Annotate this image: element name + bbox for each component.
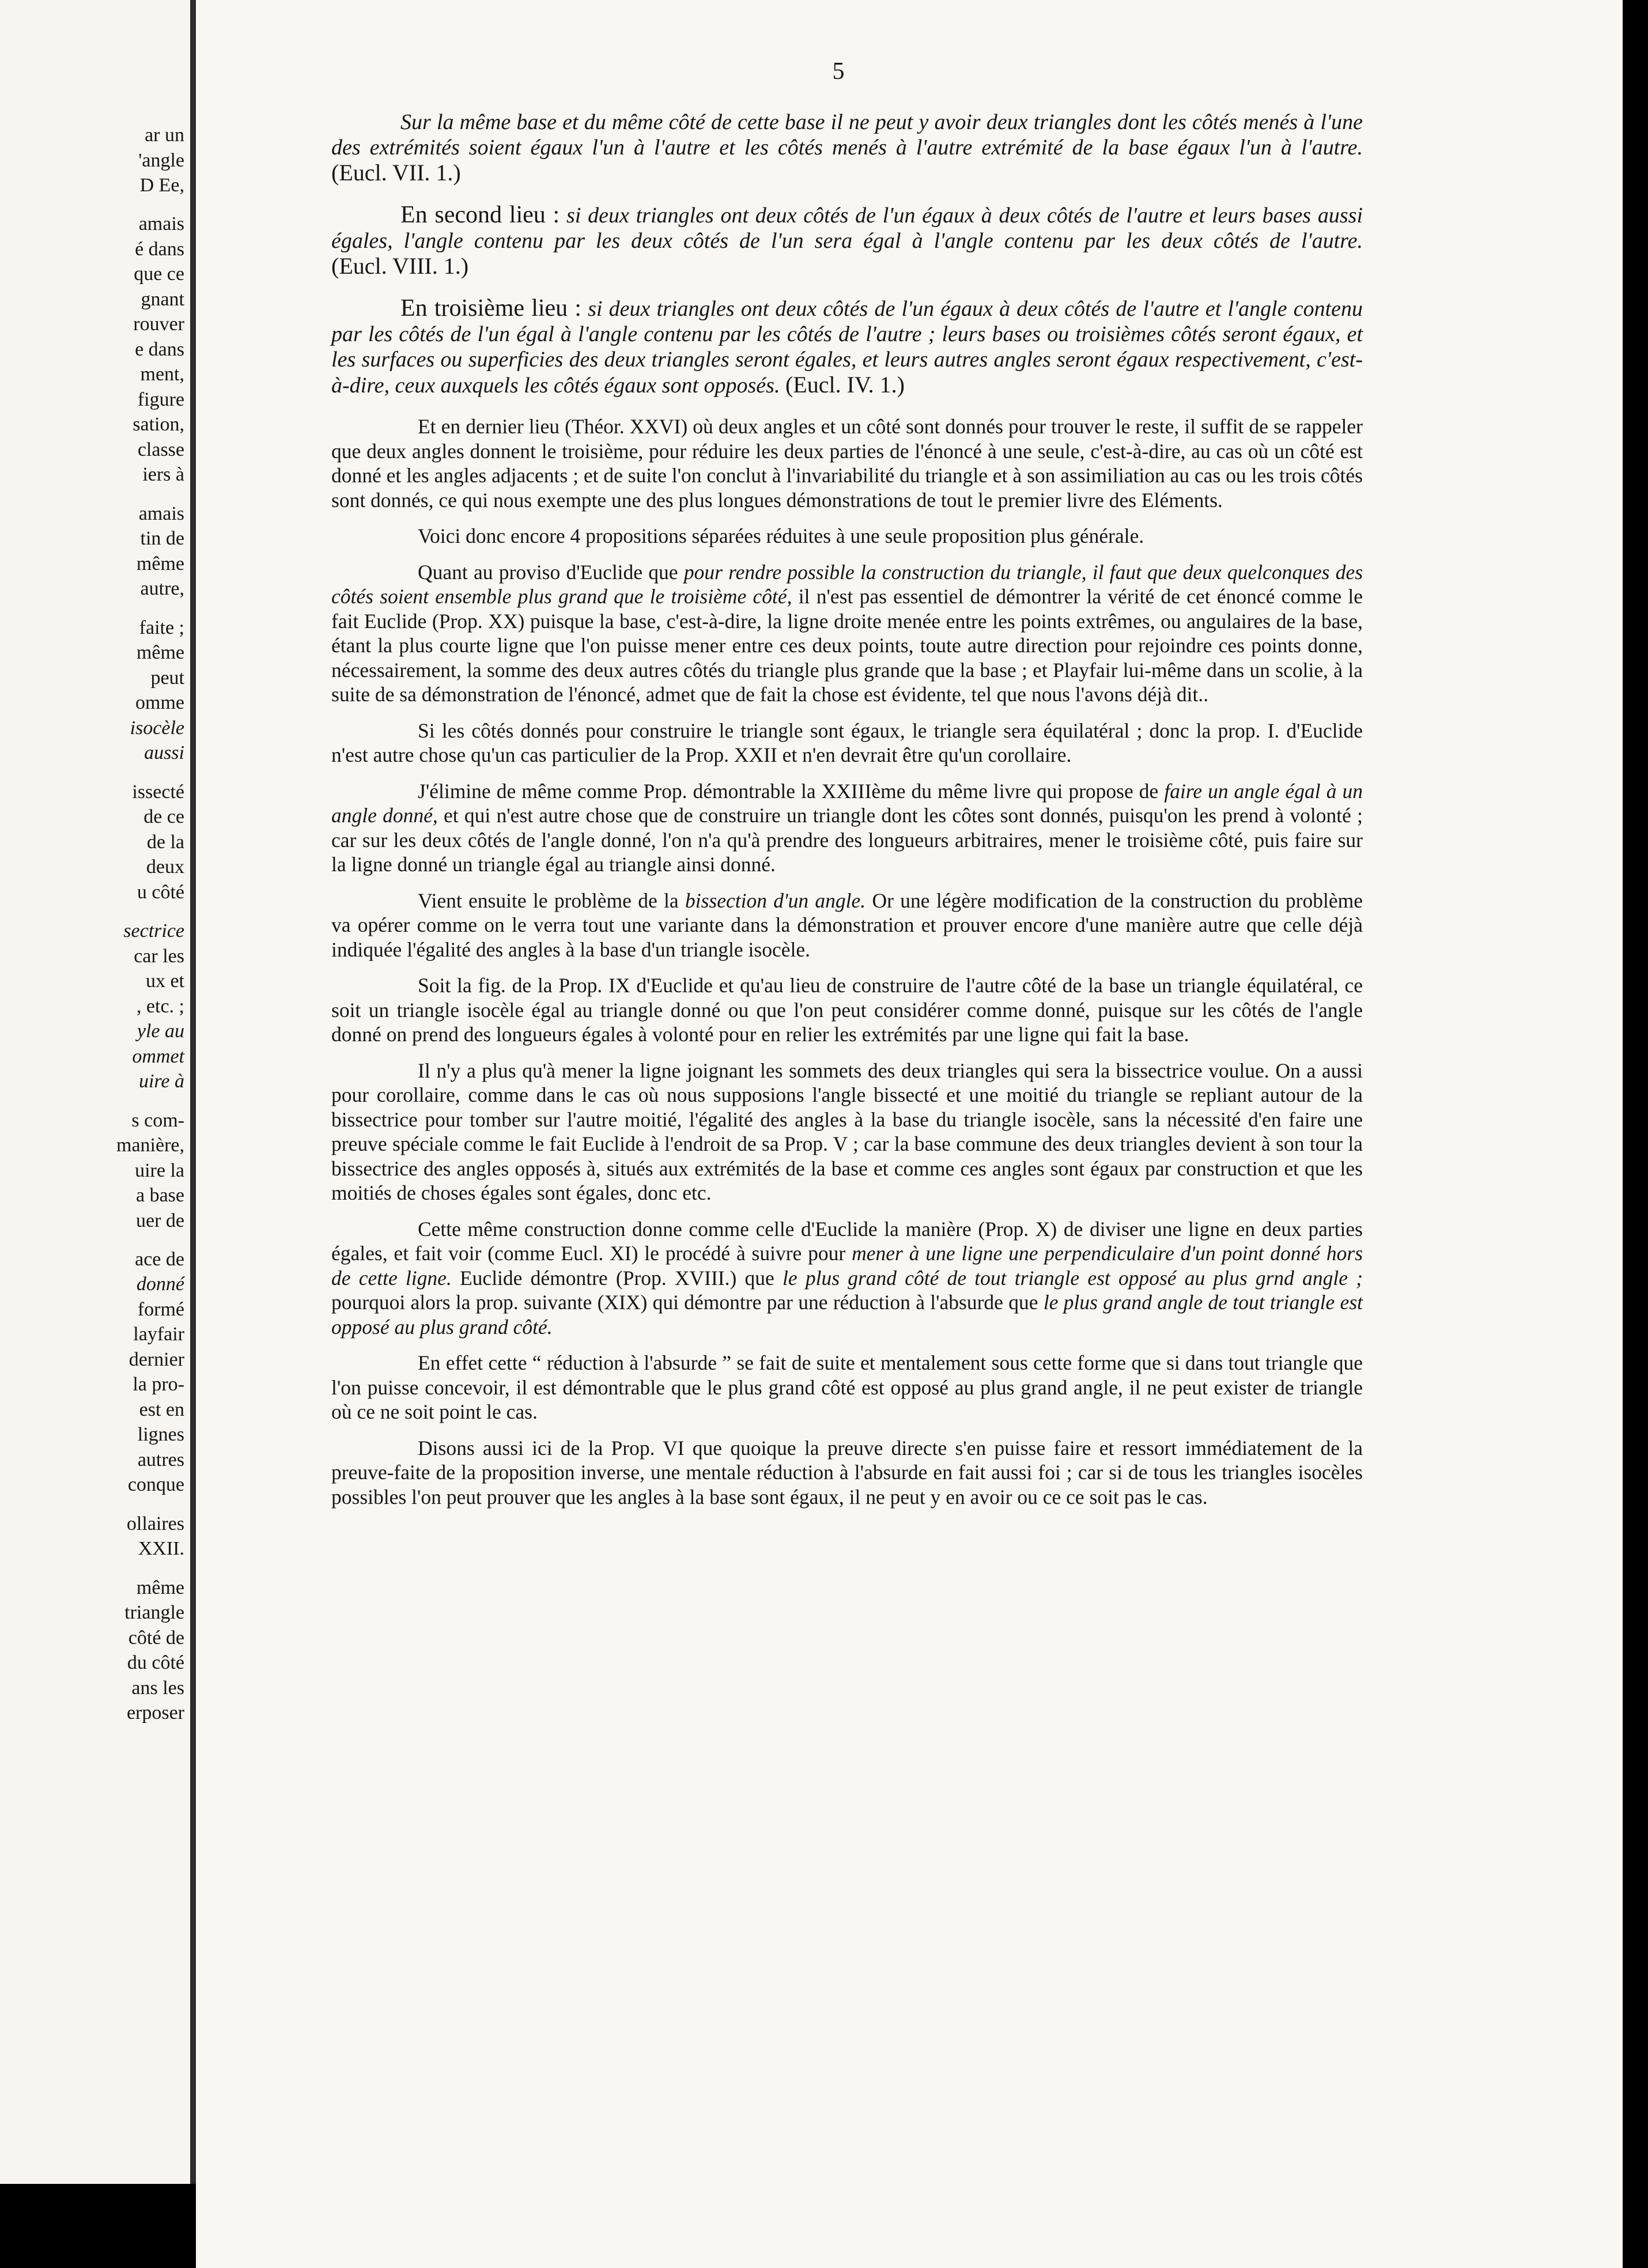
facing-page-line: D Ee, <box>139 175 184 196</box>
facing-page-line: é dans <box>135 239 184 260</box>
facing-page-line: gnant <box>141 289 184 310</box>
euclid-reference: (Eucl. VII. 1.) <box>331 160 461 186</box>
facing-page-line: figure <box>137 389 184 410</box>
paragraph-4: Et en dernier lieu (Théor. XXVI) où deux angles et un côté sont donnés pour trouver le reste, il suffit de se rappeler que deux angles donnent le troisième, pour réduire les deux parties de l'énoncé à une seule, c'est-à-dire, au cas où un côté est donné et les angles adjacents ; et de suite l'on conclut à l'invariabilité du triangle et à son assimiliation au cas ou les trois côtés sont donnés, ce qui nous exempte une des plus longues démonstrations de tout le premier livre des Eléments. <box>331 415 1363 512</box>
facing-page-line: ans les <box>131 1677 184 1699</box>
facing-page-line: peut <box>150 667 184 689</box>
facing-page-line: ollaires <box>126 1513 184 1534</box>
text-run: Euclide démontre (Prop. XVIII.) que <box>460 1266 774 1290</box>
facing-page-line: isocèle <box>130 717 184 739</box>
paragraph-lead: En second lieu : <box>400 202 560 228</box>
facing-page-line: layfair <box>133 1324 184 1345</box>
facing-page-line: yle au <box>137 1020 184 1042</box>
facing-page-line: uire à <box>138 1071 184 1092</box>
facing-page-line: classe <box>137 439 184 460</box>
facing-page-line: ace de <box>135 1249 184 1270</box>
text-run: Or une légère modification de la construction du problème va opérer comme on le verra tout une variante dans la démonstration et prouver encore d'une manière autre que celle déjà indiquée l'égalité des angles à la base d'un triangle isocèle. <box>331 889 1363 961</box>
facing-page-line: dernier <box>128 1349 184 1370</box>
facing-page-line: ommet <box>132 1046 184 1067</box>
facing-page-line: omme <box>135 692 184 713</box>
paragraph-14: Disons aussi ici de la Prop. VI que quoique la preuve directe s'en puisse faire et ressort immédiatement de la preuve-faite de la proposition inverse, une mentale réduction à l'absurde en fait aussi foi ; car si de tous les triangles isocèles possibles l'on peut prouver que les angles à la base sont égaux, il ne peut y en avoir ou ce ce soit pas le cas. <box>331 1436 1363 1509</box>
facing-page-line: aussi <box>144 742 184 763</box>
text-run: Cette même construction donne comme celle d'Euclide la manière (Prop. X) de diviser une ligne en deux parties égales, et fait voir (comme Eucl. XI) le procédé à suivre pour <box>331 1217 1363 1265</box>
facing-page-line: sation, <box>133 414 184 435</box>
euclid-reference: (Eucl. VIII. 1.) <box>331 253 469 279</box>
page-number: 5 <box>832 58 845 85</box>
italic-run: pour rendre possible la construction du triangle, il faut que deux quelconques des côtés soient ensemble plus grand que le troisième côté, <box>331 560 1363 608</box>
facing-page-line: tin de <box>140 528 184 549</box>
facing-page-line: issecté <box>132 781 184 803</box>
paragraph-theorem-3 <box>331 296 1363 398</box>
facing-page-line: erposer <box>126 1702 184 1723</box>
paragraph-theorem-1 <box>331 109 1363 186</box>
facing-page-line: 'angle <box>138 150 184 171</box>
text-run: pourquoi alors la prop. suivante (XIX) qui démontre par une réduction à l'absurde que <box>331 1291 1038 1314</box>
facing-page-line: e dans <box>135 339 184 360</box>
text-run: J'élimine de même comme Prop. démontrable la XXIIIème du même livre qui propose de <box>418 779 1159 803</box>
text-run: et qui n'est autre chose que de construire un triangle dont les côtes sont donnés, puisqu'on les prend à volonté ; car sur les deux côtés de l'angle donné, l'on n'a qu'à prendre des longueurs arbitraires, mener le troisième côté, puis faire sur la ligne donné un triangle égal au triangle ainsi donné. <box>331 804 1363 876</box>
paragraph-6 <box>331 560 1363 707</box>
paragraph-10: Soit la fig. de la Prop. IX d'Euclide et qu'au lieu de construire de l'autre côté de la base un triangle équilatéral, ce soit un triangle isocèle égal au triangle donné ou que l'on peut considérer comme donné, puisque sur les côtés de l'angle donné on prend des longueurs égales à volonté pour en relier les extrémités par une ligne qui fait la base. <box>331 974 1363 1046</box>
facing-page-line: triangle <box>124 1602 184 1623</box>
paragraph-7: Si les côtés donnés pour construire le triangle sont égaux, le triangle sera équilatéral ; donc la prop. I. d'Euclide n'est autre chose qu'un cas particulier de la Prop. XXII et n'en devrait être qu'un corollaire. <box>331 719 1363 766</box>
facing-page-line: u côté <box>137 882 184 903</box>
facing-page-line: ux et <box>145 970 184 992</box>
facing-page-line: , etc. ; <box>136 996 184 1017</box>
document-page <box>196 0 1623 2268</box>
theorem-text: si deux triangles ont deux côtés de l'un égaux à deux côtés de l'autre et leurs bases aussi égales, l'angle contenu par les deux côtés de l'un sera égal à l'angle contenu par les deux côtés de l'autre. <box>331 203 1363 253</box>
facing-page-line: même <box>136 553 184 574</box>
italic-run: le plus grand côté de tout triangle est opposé au plus grnd angle ; <box>783 1266 1363 1290</box>
paragraph-9 <box>331 889 1363 962</box>
facing-page-line: s com- <box>131 1110 184 1131</box>
paragraph-lead: En troisième lieu : <box>400 295 581 322</box>
facing-page-line: sectrice <box>123 920 184 942</box>
facing-page-line: uer de <box>135 1210 184 1231</box>
facing-page-line: faite ; <box>139 617 184 638</box>
facing-page-line: XXII. <box>138 1538 184 1559</box>
theorem-text: Sur la même base et du même côté de cette base il ne peut y avoir deux triangles dont les côtés menés à l'une des extrémités soient égaux l'un à l'autre et les côtés menés à l'autre extrémité de la base égaux l'un à l'autre. <box>331 110 1363 160</box>
facing-page-line: deux <box>146 856 184 878</box>
facing-page-line: manière, <box>116 1135 184 1156</box>
page-gutter <box>190 0 196 2184</box>
paragraph-theorem-2 <box>331 202 1363 279</box>
facing-page-fragment <box>0 0 190 2184</box>
facing-page-line: même <box>136 642 184 663</box>
facing-page-line: ment, <box>140 364 184 385</box>
text-run: Quant au proviso d'Euclide que <box>418 560 678 584</box>
italic-run: mener à une ligne une perpendiculaire d'un point donné hors de cette ligne. <box>331 1242 1363 1290</box>
paragraph-5: Voici donc encore 4 propositions séparées réduites à une seule proposition plus générale. <box>418 524 1144 547</box>
facing-page-line: autre, <box>140 578 184 599</box>
text-run: il n'est pas essentiel de démontrer la vérité de cet énoncé comme le fait Euclide (Prop. XX) puisque la base, c'est-à-dire, la ligne droite menée entre les points extrêmes, ou angulaires de la base, étant la plus courte ligne que l'on puisse mener entre ces deux points, toute autre direction pour rejoindre ces points donne, nécessairement, la somme des deux autres côtés du triangle plus grande que la base ; et Playfair lui-même dans un scolie, à la suite de sa démonstration de l'énoncé, admet que de fait la chose est évidente, tel que nous l'avons déjà dit.. <box>331 585 1363 706</box>
facing-page-line: du côté <box>127 1652 184 1673</box>
facing-page-line: conque <box>127 1474 184 1495</box>
facing-page-line: est en <box>139 1399 184 1420</box>
paragraph-12 <box>331 1217 1363 1340</box>
italic-run: faire un angle égal à un angle donné, <box>331 779 1363 827</box>
euclid-reference: (Eucl. IV. 1.) <box>785 372 905 398</box>
paragraph-13: En effet cette “ réduction à l'absurde ” se fait de suite et mentalement sous cette forme que si dans tout triangle que l'on puisse concevoir, il est démontrable que le plus grand côté est opposé au plus grand angle, il ne peut exister de triangle où ce ne soit point le cas. <box>331 1351 1363 1423</box>
facing-page-line: côté de <box>128 1627 184 1649</box>
facing-page-line: formé <box>137 1299 184 1320</box>
facing-page-line: même <box>136 1577 184 1598</box>
facing-page-line: rouver <box>133 313 184 335</box>
facing-page-line: amais <box>138 503 184 524</box>
facing-page-line: ar un <box>145 124 184 146</box>
facing-page-line: donné <box>136 1273 184 1295</box>
italic-run: bissection d'un angle. <box>685 889 866 912</box>
page-body <box>331 109 1363 1521</box>
paragraph-11: Il n'y a plus qu'à mener la ligne joignant les sommets des deux triangles qui sera la bissectrice voulue. On a aussi pour corollaire, comme dans le cas où nous supposions l'angle bissecté et une moitié du triangle se repliant autour de la bissectrice pour tomber sur l'autre moitié, l'égalité des angles à la base du triangle isocèle, sans la nécessité d'en faire une preuve spéciale comme le fait Euclide à l'endroit de sa Prop. V ; car la base commune des deux triangles devient à son tour la bissectrice des angles opposés à, situés aux extrémités de la base et comme ces angles sont égaux par construction et que les moitiés de choses égales sont égales, donc etc. <box>331 1059 1363 1204</box>
facing-page-line: amais <box>138 213 184 235</box>
text-run: Vient ensuite le problème de la <box>418 889 679 912</box>
facing-page-line: lignes <box>137 1424 184 1445</box>
facing-page-line: la pro- <box>133 1374 184 1395</box>
facing-page-line: de ce <box>143 806 184 827</box>
facing-page-line: a base <box>135 1185 184 1206</box>
facing-page-line: de la <box>146 831 184 853</box>
facing-page-line: autres <box>137 1449 184 1471</box>
facing-page-line: que ce <box>134 263 184 285</box>
facing-page-line: car les <box>134 946 184 967</box>
theorem-text: si deux triangles ont deux côtés de l'un égaux à deux côtés de l'autre et l'angle contenu par les côtés de l'un égal à l'angle contenu par les côtés de l'autre ; leurs bases ou troisièmes côtés seront égaux, et les surfaces ou superficies des deux triangles seront égales, et leurs autres angles seront égaux respectivement, c'est-à-dire, ceux auxquels les côtés égaux sont opposés. <box>331 297 1363 398</box>
facing-page-line: uire la <box>135 1160 184 1181</box>
paragraph-8 <box>331 779 1363 877</box>
italic-run: le plus grand angle de tout triangle est opposé au plus grand côté. <box>331 1291 1363 1339</box>
scan-border <box>1623 0 1648 2268</box>
facing-page-line: iers à <box>142 464 184 485</box>
